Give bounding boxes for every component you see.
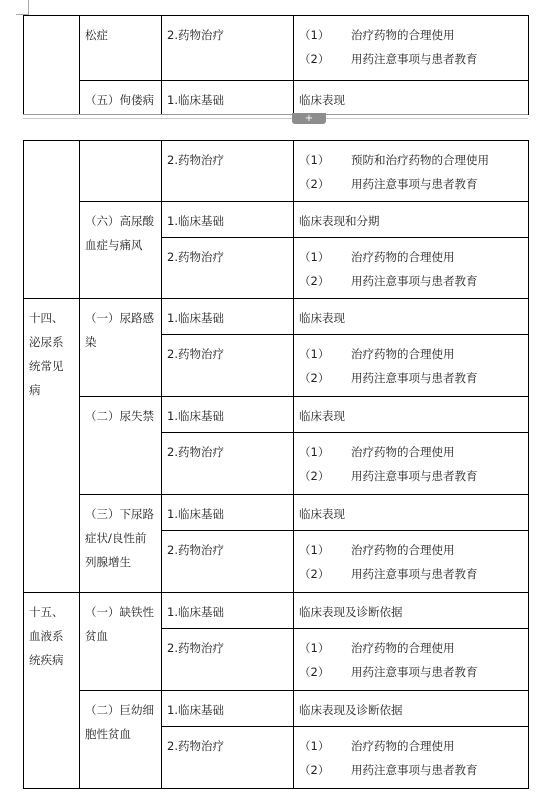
page-corner-mark bbox=[28, 0, 29, 15]
section-cell: 2.药物治疗 bbox=[162, 16, 294, 81]
section-cell: 2.药物治疗 bbox=[162, 433, 294, 495]
list-item: （2） 用药注意事项与患者教育 bbox=[299, 371, 478, 385]
list-item: （2） 用药注意事项与患者教育 bbox=[299, 52, 478, 66]
section-cell: 2.药物治疗 bbox=[162, 727, 294, 789]
syllabus-table-main bbox=[23, 140, 529, 789]
content-cell: 临床表现 bbox=[294, 299, 529, 335]
disease-cell: 松症 bbox=[80, 16, 162, 81]
content-cell: 临床表现 bbox=[294, 81, 529, 115]
section-cell: 1.临床基础 bbox=[162, 691, 294, 727]
section-cell: 2.药物治疗 bbox=[162, 629, 294, 691]
content-cell bbox=[294, 335, 529, 397]
list-item: （2） 用药注意事项与患者教育 bbox=[299, 469, 478, 483]
content-cell: 临床表现及诊断依据 bbox=[294, 593, 529, 629]
list-item: （2） 用药注意事项与患者教育 bbox=[299, 665, 478, 679]
syllabus-table-top bbox=[23, 15, 529, 115]
page-break-line-2 bbox=[23, 118, 528, 119]
section-cell: 1.临床基础 bbox=[162, 593, 294, 629]
section-cell: 2.药物治疗 bbox=[162, 335, 294, 397]
content-cell bbox=[294, 531, 529, 593]
list-item: （2） 用药注意事项与患者教育 bbox=[299, 177, 478, 191]
section-cell: 1.临床基础 bbox=[162, 202, 294, 238]
table-row bbox=[24, 299, 529, 335]
content-cell: 临床表现和分期 bbox=[294, 202, 529, 238]
content-cell bbox=[294, 433, 529, 495]
table-row bbox=[24, 397, 529, 433]
table-row bbox=[24, 691, 529, 727]
content-cell: 临床表现 bbox=[294, 495, 529, 531]
list-item: （1） 治疗药物的合理使用 bbox=[299, 250, 455, 264]
disease-cell bbox=[80, 141, 162, 202]
list-item: （1） 治疗药物的合理使用 bbox=[299, 28, 455, 42]
content-cell bbox=[294, 238, 529, 299]
section-cell: 1.临床基础 bbox=[162, 495, 294, 531]
table-row bbox=[24, 495, 529, 531]
table-row bbox=[24, 141, 529, 202]
chapter-cell: 十五、血液系统疾病 bbox=[24, 593, 80, 789]
list-item: （1） 预防和治疗药物的合理使用 bbox=[299, 153, 489, 167]
section-cell: 1.临床基础 bbox=[162, 397, 294, 433]
chapter-cell: 十四、泌尿系统常见病 bbox=[24, 299, 80, 593]
list-item: （2） 用药注意事项与患者教育 bbox=[299, 567, 478, 581]
section-cell: 1.临床基础 bbox=[162, 81, 294, 115]
table-row bbox=[24, 202, 529, 238]
list-item: （1） 治疗药物的合理使用 bbox=[299, 347, 455, 361]
list-item: （2） 用药注意事项与患者教育 bbox=[299, 274, 478, 288]
chapter-cell bbox=[24, 16, 80, 115]
disease-cell: （二）尿失禁 bbox=[80, 397, 162, 495]
disease-cell: （一）尿路感染 bbox=[80, 299, 162, 397]
list-item: （1） 治疗药物的合理使用 bbox=[299, 543, 455, 557]
section-cell: 2.药物治疗 bbox=[162, 238, 294, 299]
content-cell: 临床表现及诊断依据 bbox=[294, 691, 529, 727]
content-cell bbox=[294, 16, 529, 81]
content-cell: 临床表现 bbox=[294, 397, 529, 433]
page-break-line bbox=[23, 114, 528, 115]
table-row bbox=[24, 16, 529, 81]
disease-cell: （三）下尿路症状/良性前列腺增生 bbox=[80, 495, 162, 593]
disease-cell: （二）巨幼细胞性贫血 bbox=[80, 691, 162, 789]
section-cell: 2.药物治疗 bbox=[162, 141, 294, 202]
page-break-expand-button[interactable]: + bbox=[292, 113, 326, 124]
section-cell: 1.临床基础 bbox=[162, 299, 294, 335]
content-cell bbox=[294, 629, 529, 691]
content-cell bbox=[294, 141, 529, 202]
list-item: （1） 治疗药物的合理使用 bbox=[299, 445, 455, 459]
content-cell bbox=[294, 727, 529, 789]
section-cell: 2.药物治疗 bbox=[162, 531, 294, 593]
chapter-cell bbox=[24, 141, 80, 299]
table-row bbox=[24, 81, 529, 115]
table-row bbox=[24, 593, 529, 629]
list-item: （2） 用药注意事项与患者教育 bbox=[299, 763, 478, 777]
list-item: （1） 治疗药物的合理使用 bbox=[299, 739, 455, 753]
disease-cell: （五）佝偻病 bbox=[80, 81, 162, 115]
list-item: （1） 治疗药物的合理使用 bbox=[299, 641, 455, 655]
disease-cell: （一）缺铁性贫血 bbox=[80, 593, 162, 691]
disease-cell: （六）高尿酸血症与痛风 bbox=[80, 202, 162, 299]
